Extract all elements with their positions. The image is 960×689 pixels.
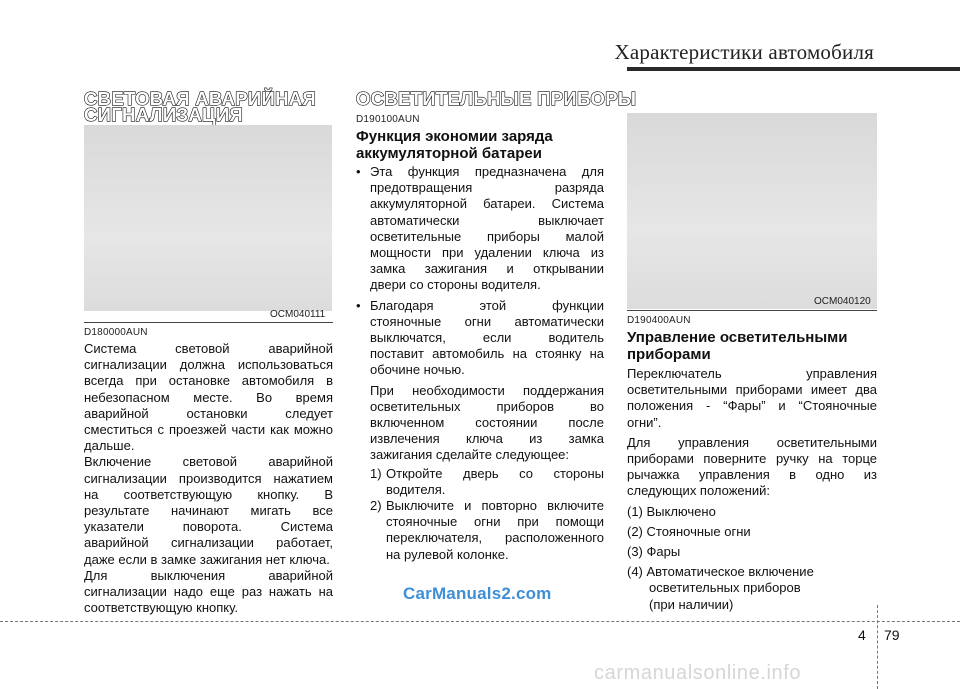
text-line: даже если в замке зажигания нет ключа. <box>84 551 330 567</box>
text-line: всегда при остановке автомобиля в <box>84 373 333 389</box>
text-line: сигнализации должна использоваться <box>84 357 333 373</box>
text-line: осветительными приборами имеет два <box>627 382 877 398</box>
text-line: Включение световой аварийной <box>84 454 333 470</box>
list-item: (4) Автоматическое включение <box>627 564 814 580</box>
list-item: (2) Стояночные огни <box>627 523 751 539</box>
text-line: аварийной сигнализации работает, <box>84 535 333 551</box>
text-line: предотвращения разряда <box>370 180 604 196</box>
watermark-bottom: carmanualsonline.info <box>594 662 802 684</box>
list-item: (3) Фары <box>627 544 681 560</box>
text-line: Переключатель управления <box>627 366 877 381</box>
text-line: приборами поверните ручку на торце <box>627 451 877 467</box>
text-line: положения - “Фары” и “Стояночные <box>627 398 877 414</box>
list-item-continuation: (при наличии) <box>649 596 734 612</box>
bullet-item-1 <box>356 164 604 294</box>
text-line: следующих положений: <box>627 483 770 499</box>
section-title-hazard-line1: СВЕТОВАЯ АВАРИЙНАЯ <box>84 88 317 109</box>
bullet-item-2 <box>356 298 604 563</box>
text-line: водителя. <box>386 481 446 497</box>
page-number: 79 <box>884 627 900 643</box>
list-item: (1) Выключено <box>627 503 716 519</box>
photo-divider-2 <box>627 310 877 311</box>
text-line: замка зажигания и открывании <box>370 261 604 277</box>
text-line: сигнализации надо еще раз нажать на <box>84 584 333 600</box>
footer-dashed-rule <box>0 621 960 622</box>
text-line: осветительные приборы малой <box>370 228 604 244</box>
text-line: выключатся, если водитель <box>370 330 604 346</box>
text-line: результате начинают мигать все <box>84 503 333 519</box>
col2-text <box>356 164 604 563</box>
step-number: 2) <box>370 498 382 514</box>
text-line: сигнализации производится нажатием <box>84 470 333 486</box>
step-number: 1) <box>370 465 382 481</box>
text-line: Благодаря этой функции <box>370 297 604 313</box>
text-line: включенном состоянии после <box>370 415 604 431</box>
subhead-battery-saver-line2: аккумуляторной батареи <box>356 145 542 162</box>
text-line: двери со стороны водителя. <box>370 277 541 293</box>
section-code-1: D180000AUN <box>84 327 148 338</box>
text-line: Откройте дверь со стороны <box>386 465 604 481</box>
watermark-link[interactable]: CarManuals2.com <box>403 584 552 603</box>
header-rule <box>627 67 960 71</box>
text-line: аккумуляторной батареи. Система <box>370 196 604 212</box>
subhead-battery-saver-line1: Функция экономии заряда <box>356 128 553 145</box>
step-item-2 <box>370 498 604 563</box>
text-line: дальше. <box>84 438 135 454</box>
text-line: огни”. <box>627 414 662 430</box>
text-line: Система световой аварийной <box>84 341 333 356</box>
text-line: осветительных приборов во <box>370 398 604 414</box>
col3-text <box>627 366 877 613</box>
text-line: Для выключения аварийной <box>84 567 333 583</box>
text-line: небезопасном месте. Во время <box>84 389 333 405</box>
subhead-light-control-line1: Управление осветительными <box>627 329 848 346</box>
text-line: извлечения ключа из замка <box>370 431 604 447</box>
bullet-mark: • <box>356 164 361 179</box>
text-line: рычажка управления в одно из <box>627 467 877 483</box>
text-line: Выключите и повторно включите <box>386 498 604 514</box>
text-line: указатели поворота. Система <box>84 519 333 535</box>
text-line: Эта функция предназначена для <box>370 164 604 179</box>
section-code-2: D190100AUN <box>356 114 420 125</box>
text-line: сместиться с проезжей части как можно <box>84 422 333 438</box>
text-line: автоматически выключает <box>370 212 604 228</box>
hazard-switch-photo <box>84 125 332 311</box>
section-code-3: D190400AUN <box>627 315 691 326</box>
col1-text <box>84 341 333 616</box>
photo-divider-1 <box>84 322 333 323</box>
text-line: Для управления осветительными <box>627 434 877 450</box>
subhead-light-control-line2: приборами <box>627 346 711 363</box>
text-line: стояночные огни при помощи <box>386 514 604 530</box>
text-line: аварийной остановки следует <box>84 405 333 421</box>
list-item-continuation: осветительных приборов <box>649 580 801 596</box>
text-line: стояночные огни автоматически <box>370 313 604 329</box>
chapter-number: 4 <box>858 627 866 643</box>
bullet-mark: • <box>356 297 361 313</box>
section-title-lighting: ОСВЕТИТЕЛЬНЫЕ ПРИБОРЫ <box>356 88 637 109</box>
text-line: зажигания сделайте следующее: <box>370 447 570 463</box>
light-switch-photo <box>627 113 877 309</box>
text-line: на соответствующую кнопку. В <box>84 486 333 502</box>
text-line: переключателя, расположенного <box>386 530 604 546</box>
step-item-1 <box>370 466 604 498</box>
footer-dashed-divider <box>877 605 878 689</box>
text-line: на рулевой колонке. <box>386 546 509 562</box>
text-line: поставит автомобиль на стоянку на <box>370 346 604 362</box>
text-line: обочине ночью. <box>370 362 465 378</box>
text-line: соответствующую кнопку. <box>84 600 238 616</box>
text-line: мощности при удалении ключа из <box>370 245 604 261</box>
section-title-hazard-line2: СИГНАЛИЗАЦИЯ <box>84 104 244 125</box>
page-header-title: Характеристики автомобиля <box>614 40 874 64</box>
photo-caption-1: OCM040111 <box>270 309 326 320</box>
text-line: При необходимости поддержания <box>370 382 604 398</box>
photo-caption-2: OCM040120 <box>814 296 871 307</box>
